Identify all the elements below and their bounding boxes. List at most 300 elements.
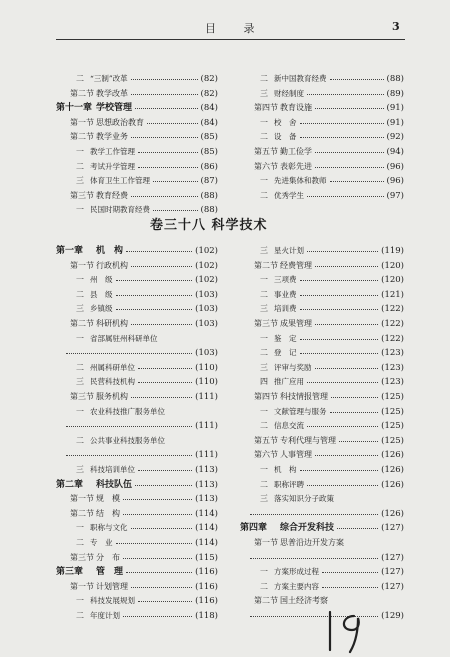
toc-entry-label: 第三节 bbox=[70, 392, 94, 401]
toc-leader-dots bbox=[126, 572, 192, 573]
toc-entry bbox=[56, 609, 218, 623]
toc-entry-page: (103) bbox=[195, 348, 218, 359]
toc-entry-title: 公共事业科技服务单位 bbox=[90, 435, 165, 445]
toc-entry-title: 思想政治教育 bbox=[96, 117, 144, 127]
toc-leader-dots bbox=[315, 368, 378, 369]
toc-leader-dots bbox=[300, 123, 384, 124]
toc-entry-title: “三制”改革 bbox=[90, 74, 128, 83]
toc-entry-page: (126) bbox=[381, 508, 404, 519]
toc-entry-title: 结 构 bbox=[96, 508, 120, 518]
toc-entry-label: 第三节 bbox=[254, 319, 278, 328]
toc-leader-dots bbox=[131, 196, 198, 197]
toc-entry-page: (84) bbox=[200, 103, 218, 114]
toc-entry-label: 三 bbox=[76, 465, 84, 474]
toc-entry bbox=[56, 390, 218, 404]
toc-leader-dots bbox=[135, 485, 192, 486]
toc-entry-label: 第十一章 bbox=[56, 103, 93, 114]
toc-entry bbox=[240, 551, 404, 565]
toc-entry-title: 专利代理与管理 bbox=[280, 435, 336, 445]
toc-leader-dots bbox=[300, 309, 378, 310]
toc-leader-dots bbox=[153, 210, 198, 211]
toc-entry-page: (103) bbox=[195, 319, 218, 329]
toc-entry bbox=[240, 72, 404, 86]
toc-entry bbox=[56, 145, 218, 159]
toc-entry-label: 三 bbox=[76, 304, 84, 314]
toc-entry bbox=[240, 434, 404, 448]
toc-entry-title: 鉴 定 bbox=[274, 333, 297, 343]
toc-entry-label: 第一节 bbox=[70, 581, 94, 591]
toc-leader-dots bbox=[153, 181, 198, 182]
toc-entry-label: 第六节 bbox=[254, 450, 278, 460]
toc-entry-page: (111) bbox=[195, 392, 218, 402]
toc-entry-label: 一 bbox=[76, 333, 84, 343]
toc-entry-label: 一 bbox=[260, 333, 268, 343]
toc-entry-label: 二 bbox=[260, 581, 268, 591]
toc-entry-label: 二 bbox=[76, 362, 84, 372]
toc-entry-label: 二 bbox=[260, 348, 268, 358]
toc-leader-dots bbox=[250, 558, 378, 559]
toc-entry-label: 三 bbox=[260, 88, 268, 98]
toc-leader-dots bbox=[135, 108, 198, 109]
toc-entry-page: (102) bbox=[195, 275, 218, 286]
toc-entry-page: (94) bbox=[386, 147, 404, 157]
toc-entry bbox=[56, 405, 218, 419]
toc-entry-title: 规 模 bbox=[96, 494, 120, 504]
toc-leader-dots bbox=[131, 266, 192, 267]
toc-leader-dots bbox=[300, 137, 384, 138]
toc-entry-page: (103) bbox=[195, 289, 218, 300]
toc-entry-title: 省部属驻州科研单位 bbox=[90, 333, 158, 343]
toc-leader-dots bbox=[330, 181, 384, 182]
toc-entry-title: 民营科技机构 bbox=[90, 377, 135, 387]
toc-entry-page: (88) bbox=[200, 205, 218, 216]
toc-entry bbox=[56, 375, 218, 389]
toc-entry-label: 一 bbox=[260, 275, 268, 285]
toc-entry-page: (113) bbox=[195, 479, 218, 490]
toc-leader-dots bbox=[123, 616, 192, 617]
toc-entry-title: 科技情报管理 bbox=[280, 392, 328, 401]
toc-entry-title: 机 构 bbox=[274, 465, 297, 474]
toc-entry-page: (122) bbox=[381, 304, 404, 315]
toc-entry-title: 科技培训单位 bbox=[90, 465, 135, 474]
toc-entry-title: 登 记 bbox=[274, 348, 297, 358]
header-title: 目 录 bbox=[205, 22, 267, 35]
toc-entry bbox=[56, 594, 218, 608]
toc-leader-dots bbox=[131, 324, 192, 325]
toc-entry-page: (116) bbox=[195, 596, 218, 607]
toc-entry-page: (123) bbox=[381, 348, 404, 359]
toc-entry-title: 教育经费 bbox=[96, 190, 128, 200]
toc-entry-label: 一 bbox=[76, 406, 84, 416]
toc-entry-title: 教育设施 bbox=[280, 103, 312, 113]
toc-entry-label: 第四节 bbox=[254, 392, 278, 401]
toc-entry bbox=[56, 536, 218, 550]
toc-entry-page: (84) bbox=[200, 117, 218, 128]
toc-entry bbox=[240, 375, 404, 389]
toc-entry bbox=[56, 244, 218, 258]
toc-entry-title: 推广应用 bbox=[274, 377, 304, 387]
toc-entry-title: 综合开发科技 bbox=[280, 523, 335, 534]
header-rule bbox=[56, 39, 405, 40]
toc-leader-dots bbox=[123, 514, 192, 515]
toc-entry-page: (96) bbox=[386, 176, 404, 187]
toc-leader-dots bbox=[138, 382, 192, 383]
toc-entry-title: 州属科研单位 bbox=[90, 362, 135, 372]
toc-entry-title: 职称评聘 bbox=[274, 479, 304, 489]
toc-leader-dots bbox=[315, 167, 384, 168]
toc-leader-dots bbox=[300, 470, 378, 471]
toc-leader-dots bbox=[138, 167, 198, 168]
toc-entry-title: 优秀学生 bbox=[274, 190, 304, 200]
toc-entry-title: 专 业 bbox=[90, 538, 113, 547]
toc-entry bbox=[56, 478, 218, 492]
toc-entry-title: 计划管理 bbox=[96, 581, 128, 591]
toc-entry bbox=[56, 521, 218, 535]
toc-entry-page: (115) bbox=[195, 552, 218, 563]
toc-entry-label: 三 bbox=[76, 176, 84, 186]
toc-entry-title: 科技发展规划 bbox=[90, 596, 135, 606]
toc-leader-dots bbox=[307, 251, 378, 252]
toc-entry-label: 二 bbox=[76, 289, 84, 299]
toc-entry-label: 第三章 bbox=[56, 567, 84, 578]
toc-entry-page: (85) bbox=[200, 147, 218, 157]
toc-leader-dots bbox=[322, 572, 378, 573]
toc-entry bbox=[56, 101, 218, 115]
toc-entry bbox=[56, 87, 218, 101]
toc-entry bbox=[240, 101, 404, 115]
toc-entry-title: 思普沿边开发方案 bbox=[280, 538, 344, 547]
toc-entry-page: (97) bbox=[386, 190, 404, 201]
toc-leader-dots bbox=[300, 339, 378, 340]
toc-leader-dots bbox=[300, 295, 378, 296]
toc-entry-label: 一 bbox=[76, 596, 84, 606]
toc-leader-dots bbox=[123, 499, 192, 500]
toc-leader-dots bbox=[331, 397, 378, 398]
toc-entry-title: 考试升学管理 bbox=[90, 161, 135, 171]
toc-entry bbox=[56, 273, 218, 287]
toc-entry-page: (85) bbox=[200, 132, 218, 143]
toc-leader-dots bbox=[138, 368, 192, 369]
toc-entry-label: 第二节 bbox=[70, 132, 94, 142]
toc-entry-label: 第二节 bbox=[70, 319, 94, 328]
toc-entry-title: 评审与奖励 bbox=[274, 362, 312, 372]
toc-leader-dots bbox=[330, 79, 384, 80]
toc-leader-dots bbox=[307, 485, 378, 486]
toc-entry bbox=[56, 551, 218, 565]
toc-entry-title: 教学工作管理 bbox=[90, 147, 135, 156]
toc-entry-label: 第六节 bbox=[254, 161, 278, 171]
toc-entry bbox=[240, 160, 404, 174]
toc-entry-page: (122) bbox=[381, 333, 404, 344]
toc-entry-title: 信息交流 bbox=[274, 421, 304, 431]
toc-entry-title: 农业科技推广服务单位 bbox=[90, 406, 165, 416]
toc-entry bbox=[56, 302, 218, 316]
toc-entry-title: 县 级 bbox=[90, 289, 113, 299]
toc-entry bbox=[240, 492, 404, 506]
toc-entry bbox=[240, 536, 404, 550]
toc-entry-label: 二 bbox=[260, 421, 268, 431]
toc-entry-label: 第三节 bbox=[70, 552, 94, 562]
toc-entry bbox=[240, 419, 404, 433]
toc-entry-page: (86) bbox=[200, 161, 218, 172]
toc-entry-label: 二 bbox=[260, 479, 268, 489]
toc-entry-label: 三 bbox=[260, 246, 268, 255]
toc-entry-title: 校 舍 bbox=[274, 117, 297, 127]
toc-entry-label: 三 bbox=[260, 494, 268, 504]
toc-entry-page: (123) bbox=[381, 362, 404, 373]
toc-entry-page: (118) bbox=[195, 611, 218, 621]
toc-entry-page: (102) bbox=[195, 260, 218, 271]
toc-leader-dots bbox=[307, 382, 378, 383]
toc-entry-title: 培训费 bbox=[274, 304, 297, 314]
toc-leader-dots bbox=[116, 280, 192, 281]
toc-entry-page: (92) bbox=[386, 132, 404, 143]
toc-entry-label: 二 bbox=[76, 74, 84, 83]
toc-entry bbox=[240, 273, 404, 287]
toc-entry-page: (113) bbox=[195, 465, 218, 475]
toc-entry bbox=[56, 448, 218, 462]
toc-entry bbox=[56, 346, 218, 360]
toc-entry bbox=[56, 130, 218, 144]
toc-leader-dots bbox=[339, 441, 378, 442]
toc-entry bbox=[240, 332, 404, 346]
toc-entry-page: (125) bbox=[381, 421, 404, 432]
toc-entry bbox=[56, 565, 218, 579]
toc-entry-label: 一 bbox=[76, 147, 84, 156]
toc-entry-title: 财经制度 bbox=[274, 88, 304, 98]
toc-entry-label: 第四节 bbox=[254, 103, 278, 113]
toc-entry-page: (88) bbox=[386, 74, 404, 84]
toc-entry bbox=[56, 507, 218, 521]
toc-entry-page: (125) bbox=[381, 435, 404, 446]
toc-entry-title: 教学改革 bbox=[96, 88, 128, 98]
toc-entry-page: (114) bbox=[195, 523, 218, 534]
toc-leader-dots bbox=[330, 412, 378, 413]
toc-entry-label: 四 bbox=[260, 377, 268, 387]
toc-entry-page: (123) bbox=[381, 377, 404, 388]
header-page-number: 3 bbox=[392, 20, 400, 33]
toc-entry-title: 科研机构 bbox=[96, 319, 128, 328]
toc-entry bbox=[56, 72, 218, 86]
toc-entry-title: 落实知识分子政策 bbox=[274, 494, 334, 504]
toc-leader-dots bbox=[315, 324, 378, 325]
toc-entry-label: 一 bbox=[260, 176, 268, 186]
toc-leader-dots bbox=[315, 266, 378, 267]
volume-title: 卷三十八 科学技术 bbox=[150, 218, 268, 233]
toc-entry-title: 事业费 bbox=[274, 289, 297, 299]
toc-entry bbox=[240, 448, 404, 462]
toc-entry bbox=[240, 174, 404, 188]
toc-entry-label: 第五节 bbox=[254, 147, 278, 156]
toc-entry-title: 经费管理 bbox=[280, 260, 312, 270]
toc-entry bbox=[240, 390, 404, 404]
toc-entry bbox=[240, 302, 404, 316]
toc-leader-dots bbox=[131, 397, 192, 398]
toc-entry-page: (88) bbox=[200, 190, 218, 201]
toc-entry-title: 表彰先进 bbox=[280, 161, 312, 171]
toc-entry-label: 二 bbox=[76, 538, 84, 547]
toc-entry-title: 分 布 bbox=[96, 552, 120, 562]
toc-entry-title: 人事管理 bbox=[280, 450, 312, 460]
toc-entry-title: 三项费 bbox=[274, 275, 297, 285]
toc-leader-dots bbox=[138, 470, 192, 471]
toc-leader-dots bbox=[250, 514, 378, 515]
toc-entry-page: (125) bbox=[381, 392, 404, 402]
toc-entry-label: 一 bbox=[260, 406, 268, 416]
toc-leader-dots bbox=[307, 196, 384, 197]
toc-entry-label: 二 bbox=[260, 289, 268, 299]
toc-entry-page: (126) bbox=[381, 465, 404, 475]
toc-entry-page: (114) bbox=[195, 538, 218, 548]
toc-entry-title: 教学业务 bbox=[96, 132, 128, 142]
toc-entry bbox=[56, 580, 218, 594]
toc-entry bbox=[56, 361, 218, 375]
toc-leader-dots bbox=[322, 587, 378, 588]
toc-entry bbox=[240, 87, 404, 101]
toc-entry-label: 二 bbox=[76, 161, 84, 171]
toc-entry bbox=[240, 580, 404, 594]
toc-entry bbox=[56, 317, 218, 331]
toc-leader-dots bbox=[300, 280, 378, 281]
toc-entry bbox=[240, 565, 404, 579]
toc-entry-page: (121) bbox=[381, 289, 404, 300]
toc-entry-label: 第一节 bbox=[70, 260, 94, 270]
toc-entry-label: 三 bbox=[260, 304, 268, 314]
toc-entry-label: 第二节 bbox=[70, 508, 94, 518]
toc-entry-title: 文献管理与服务 bbox=[274, 406, 327, 416]
toc-entry-page: (116) bbox=[195, 567, 218, 578]
toc-entry bbox=[240, 145, 404, 159]
toc-entry bbox=[240, 130, 404, 144]
toc-leader-dots bbox=[131, 137, 198, 138]
toc-entry-title: 新中国教育经费 bbox=[274, 74, 327, 83]
toc-leader-dots bbox=[116, 309, 192, 310]
toc-leader-dots bbox=[138, 601, 192, 602]
toc-entry bbox=[240, 405, 404, 419]
toc-entry bbox=[240, 259, 404, 273]
toc-leader-dots bbox=[123, 558, 192, 559]
toc-entry-page: (127) bbox=[381, 523, 404, 534]
toc-entry-title: 学校管理 bbox=[96, 103, 133, 114]
toc-entry bbox=[56, 189, 218, 203]
toc-entry-page: (114) bbox=[195, 508, 218, 519]
toc-entry-page: (127) bbox=[381, 581, 404, 592]
toc-entry-page: (91) bbox=[386, 103, 404, 114]
toc-entry-title: 方案主要内容 bbox=[274, 581, 319, 591]
toc-entry bbox=[56, 332, 218, 346]
toc-entry bbox=[56, 434, 218, 448]
toc-entry-page: (122) bbox=[381, 319, 404, 329]
toc-entry-page: (87) bbox=[200, 176, 218, 187]
toc-entry-title: 职称与文化 bbox=[90, 523, 128, 533]
toc-entry-label: 二 bbox=[76, 435, 84, 445]
toc-entry-title: 成果管理 bbox=[280, 319, 312, 328]
toc-entry-label: 一 bbox=[260, 567, 268, 577]
toc-leader-dots bbox=[66, 426, 192, 427]
toc-leader-dots bbox=[147, 123, 198, 124]
toc-entry bbox=[240, 463, 404, 477]
toc-entry-label: 一 bbox=[260, 465, 268, 474]
toc-entry-page: (103) bbox=[195, 304, 218, 315]
toc-entry-label: 一 bbox=[76, 205, 84, 215]
toc-entry bbox=[240, 346, 404, 360]
toc-leader-dots bbox=[307, 426, 378, 427]
toc-entry-page: (126) bbox=[381, 479, 404, 490]
toc-entry-title: 科技队伍 bbox=[96, 479, 133, 490]
running-header bbox=[0, 20, 450, 38]
toc-entry-label: 第二节 bbox=[254, 260, 278, 270]
toc-entry bbox=[56, 419, 218, 433]
toc-entry-page: (111) bbox=[195, 450, 218, 461]
toc-leader-dots bbox=[300, 353, 378, 354]
toc-entry-page: (127) bbox=[381, 567, 404, 578]
toc-entry-page: (125) bbox=[381, 406, 404, 417]
toc-entry bbox=[56, 288, 218, 302]
toc-entry bbox=[56, 174, 218, 188]
toc-entry-page: (111) bbox=[195, 421, 218, 432]
toc-entry bbox=[240, 507, 404, 521]
toc-entry-label: 第二章 bbox=[56, 479, 84, 490]
toc-entry-page: (102) bbox=[195, 246, 218, 256]
toc-entry-page: (126) bbox=[381, 450, 404, 461]
toc-entry-title: 方案形成过程 bbox=[274, 567, 319, 577]
toc-leader-dots bbox=[116, 295, 192, 296]
toc-entry-title: 管 理 bbox=[96, 567, 124, 578]
toc-entry-title: 乡镇级 bbox=[90, 304, 113, 314]
toc-leader-dots bbox=[66, 353, 192, 354]
toc-entry-label: 二 bbox=[76, 611, 84, 620]
toc-entry-page: (110) bbox=[195, 362, 218, 373]
toc-entry-label: 第五节 bbox=[254, 435, 278, 445]
toc-entry-label: 一 bbox=[260, 117, 268, 127]
toc-entry bbox=[240, 317, 404, 331]
toc-entry-label: 第一章 bbox=[56, 246, 84, 256]
toc-entry-page: (113) bbox=[195, 494, 218, 505]
toc-entry-label: 三 bbox=[260, 362, 268, 372]
toc-entry-title: 先进集体和教师 bbox=[274, 176, 327, 186]
toc-leader-dots bbox=[131, 587, 192, 588]
toc-entry bbox=[56, 116, 218, 130]
toc-entry-label: 二 bbox=[260, 132, 268, 142]
toc-leader-dots bbox=[315, 455, 378, 456]
toc-entry-page: (110) bbox=[195, 377, 218, 388]
toc-entry bbox=[56, 160, 218, 174]
toc-entry-label: 三 bbox=[76, 377, 84, 387]
toc-entry-title: 民国时期教育经费 bbox=[90, 205, 150, 215]
toc-entry-title: 年度计划 bbox=[90, 611, 120, 620]
toc-entry bbox=[56, 463, 218, 477]
toc-entry-label: 二 bbox=[260, 190, 268, 200]
toc-entry bbox=[240, 521, 404, 535]
toc-entry-page: (116) bbox=[195, 581, 218, 592]
toc-entry-page: (129) bbox=[381, 611, 404, 621]
toc-entry-title: 国土经济考察 bbox=[280, 596, 328, 606]
toc-entry-page: (89) bbox=[386, 88, 404, 99]
toc-entry-page: (127) bbox=[381, 552, 404, 563]
toc-entry-label: 二 bbox=[260, 74, 268, 83]
toc-entry-title: 星火计划 bbox=[274, 246, 304, 255]
toc-leader-dots bbox=[315, 108, 384, 109]
toc-leader-dots bbox=[131, 79, 198, 80]
toc-leader-dots bbox=[131, 94, 198, 95]
toc-entry-page: (82) bbox=[200, 74, 218, 84]
toc-entry bbox=[240, 288, 404, 302]
toc-entry-label: 一 bbox=[76, 275, 84, 285]
toc-entry bbox=[56, 492, 218, 506]
toc-entry-title: 州 级 bbox=[90, 275, 113, 285]
toc-entry-label: 第三节 bbox=[70, 190, 94, 200]
toc-entry-label: 一 bbox=[76, 523, 84, 533]
